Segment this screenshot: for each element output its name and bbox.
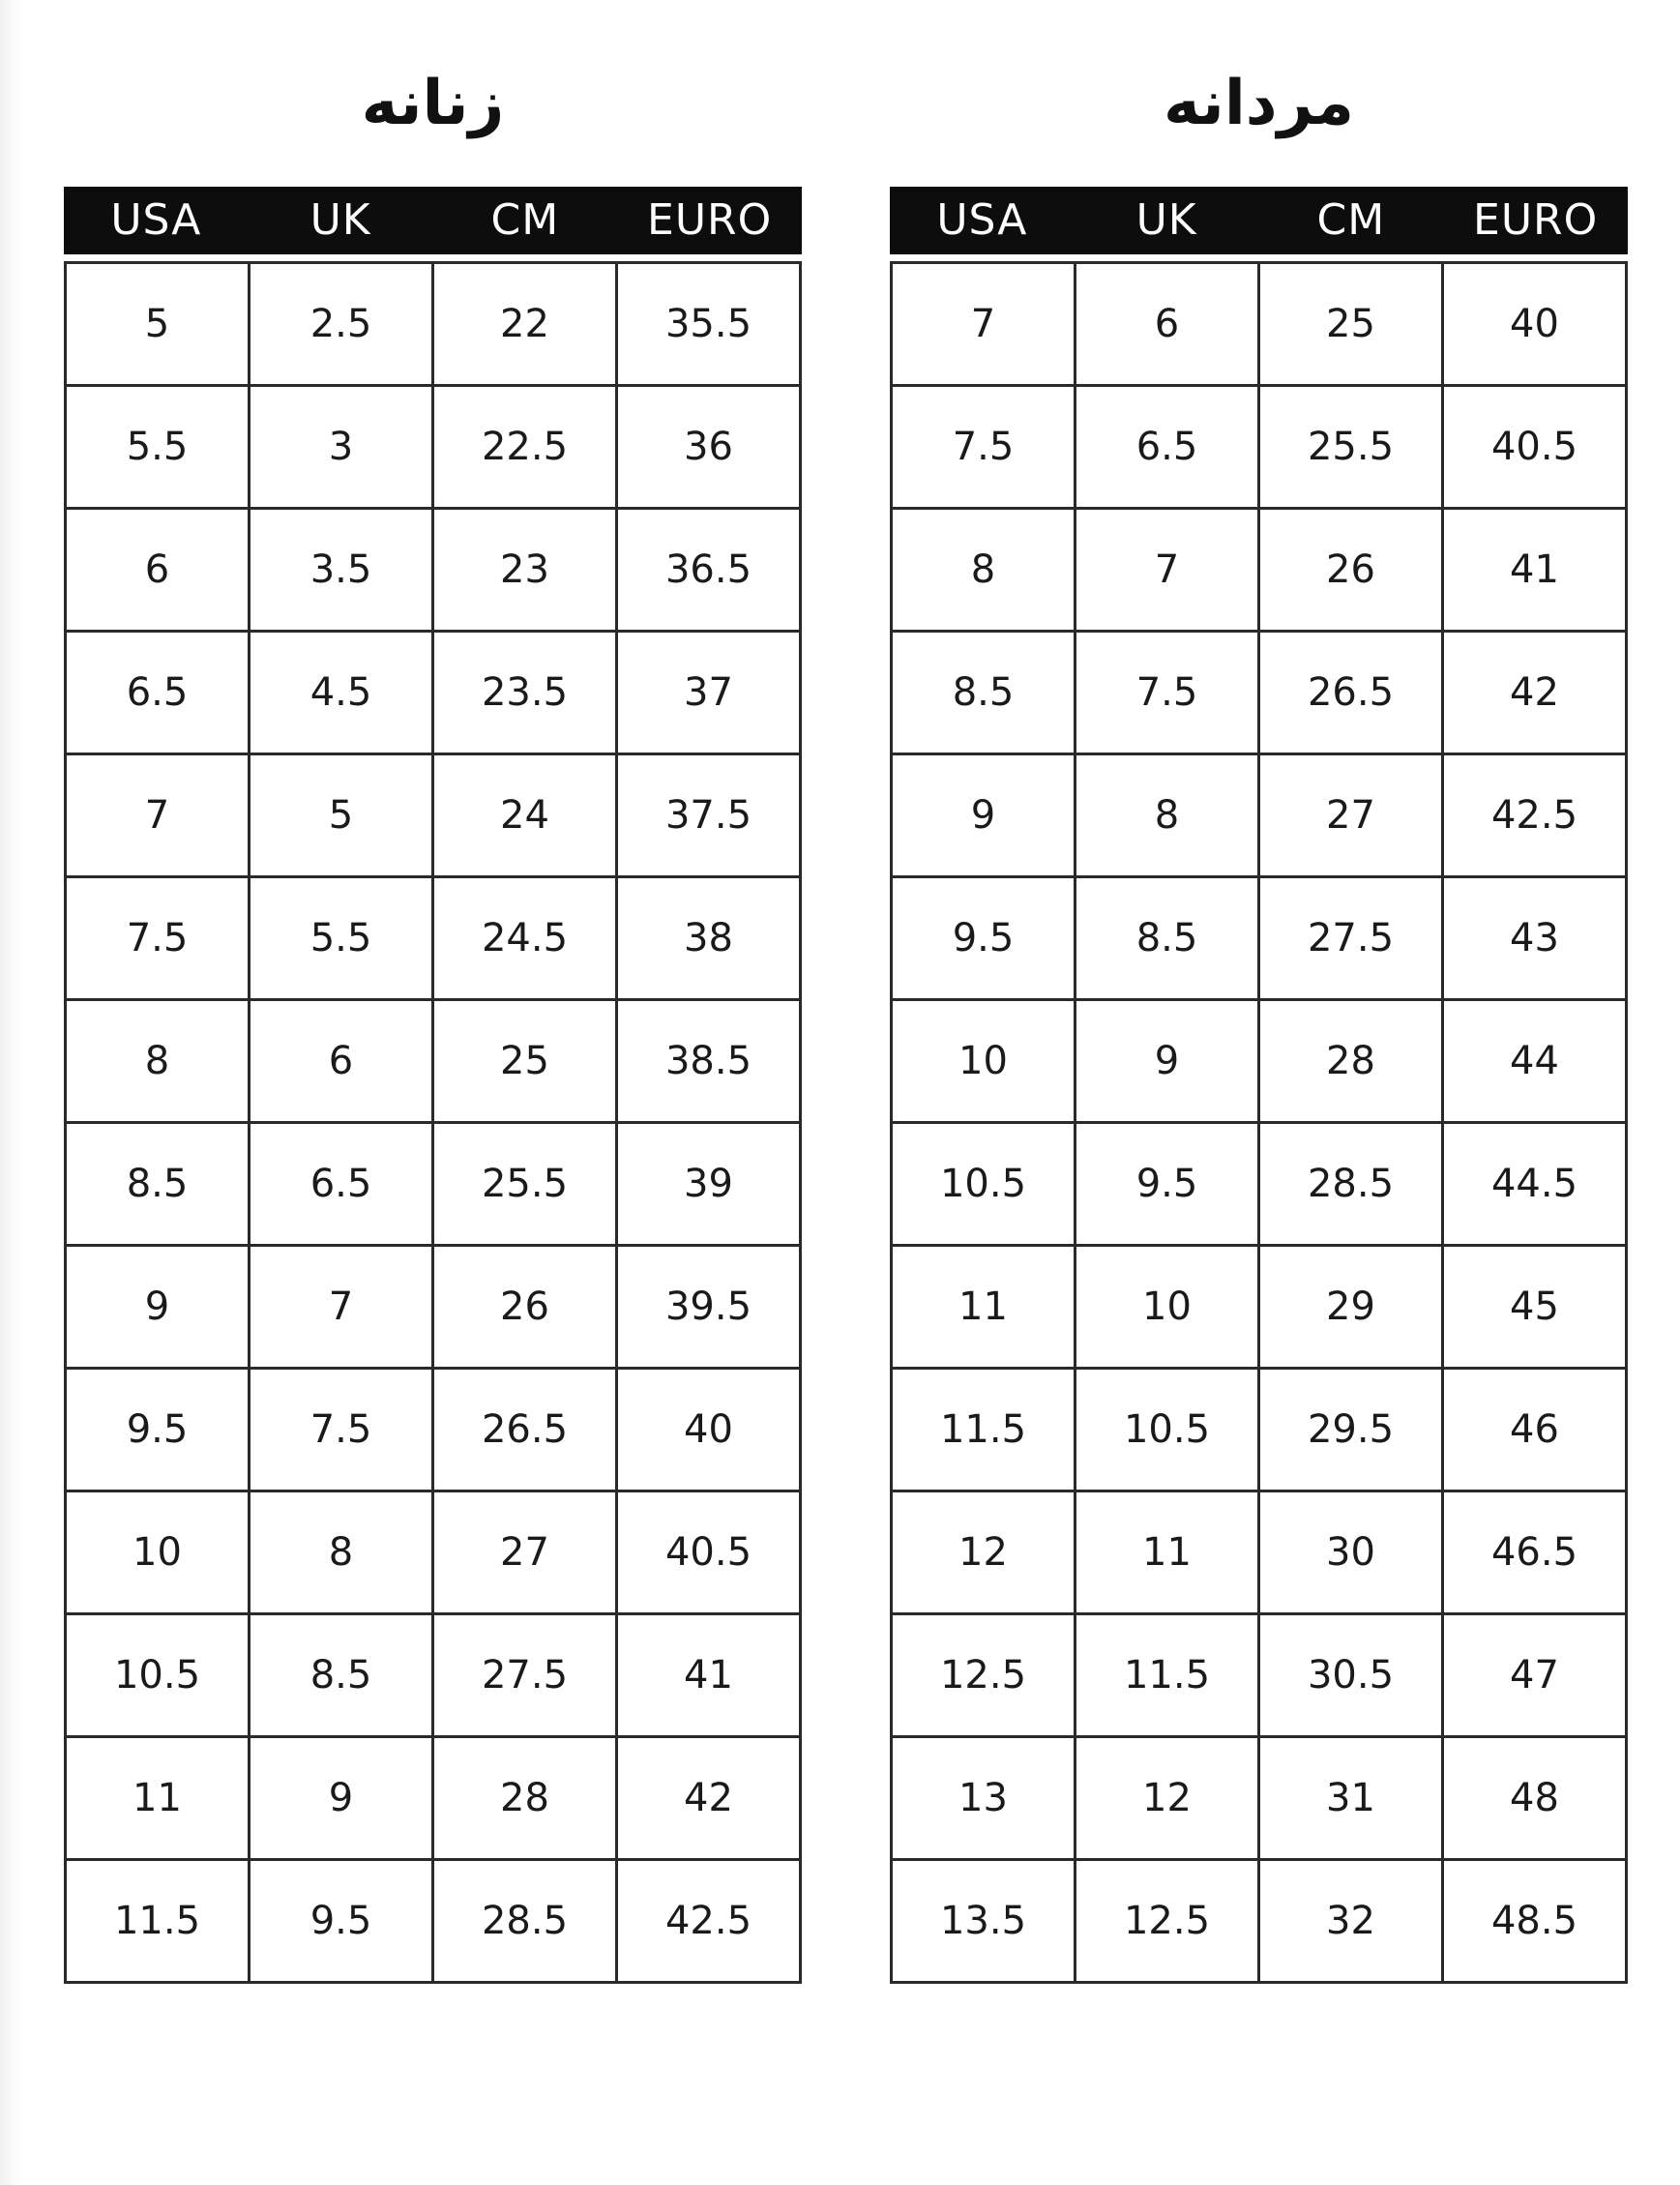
men-cell-cm: 29 <box>1259 1246 1443 1369</box>
men-cell-usa: 12.5 <box>892 1614 1076 1737</box>
women-cell-euro: 38.5 <box>617 1000 801 1123</box>
women-cell-usa: 9.5 <box>66 1369 250 1491</box>
women-size-row <box>66 754 801 877</box>
men-cell-uk: 7 <box>1076 509 1259 632</box>
women-cell-cm: 28.5 <box>433 1860 617 1983</box>
men-cell-usa: 8 <box>892 509 1076 632</box>
women-size-row <box>66 1491 801 1614</box>
women-size-row <box>66 1123 801 1246</box>
women-size-row <box>66 1246 801 1369</box>
women-cell-cm: 25.5 <box>433 1123 617 1246</box>
women-cell-euro: 37.5 <box>617 754 801 877</box>
men-size-row <box>892 1614 1627 1737</box>
men-cell-usa: 7.5 <box>892 386 1076 509</box>
women-cell-uk: 8 <box>250 1491 433 1614</box>
men-cell-usa: 10 <box>892 1000 1076 1123</box>
women-cell-cm: 27.5 <box>433 1614 617 1737</box>
women-size-table <box>64 261 802 1984</box>
women-header-usa: USA <box>110 195 202 245</box>
women-size-row <box>66 1860 801 1983</box>
men-cell-euro: 46.5 <box>1443 1491 1627 1614</box>
men-header-bar <box>890 187 1628 254</box>
men-cell-uk: 12.5 <box>1076 1860 1259 1983</box>
women-cell-cm: 26 <box>433 1246 617 1369</box>
men-cell-uk: 9 <box>1076 1000 1259 1123</box>
women-header-cm: CM <box>490 195 560 245</box>
men-size-row <box>892 632 1627 754</box>
women-cell-euro: 42 <box>617 1737 801 1860</box>
men-cell-euro: 41 <box>1443 509 1627 632</box>
men-cell-usa: 13 <box>892 1737 1076 1860</box>
men-cell-uk: 6 <box>1076 263 1259 386</box>
men-cell-usa: 9.5 <box>892 877 1076 1000</box>
men-size-row <box>892 1000 1627 1123</box>
men-cell-cm: 30.5 <box>1259 1614 1443 1737</box>
women-size-row <box>66 263 801 386</box>
men-size-row <box>892 386 1627 509</box>
women-header-bar <box>64 187 802 254</box>
men-cell-usa: 11.5 <box>892 1369 1076 1491</box>
men-cell-euro: 42.5 <box>1443 754 1627 877</box>
men-cell-cm: 26 <box>1259 509 1443 632</box>
men-cell-euro: 40 <box>1443 263 1627 386</box>
men-size-row <box>892 509 1627 632</box>
men-cell-euro: 48.5 <box>1443 1860 1627 1983</box>
men-cell-cm: 28 <box>1259 1000 1443 1123</box>
men-size-row <box>892 1123 1627 1246</box>
women-cell-usa: 9 <box>66 1246 250 1369</box>
men-size-row <box>892 263 1627 386</box>
page-edge-shade <box>0 0 21 2185</box>
men-cell-usa: 9 <box>892 754 1076 877</box>
women-cell-usa: 6.5 <box>66 632 250 754</box>
women-cell-euro: 40.5 <box>617 1491 801 1614</box>
women-cell-uk: 6 <box>250 1000 433 1123</box>
men-size-row <box>892 1860 1627 1983</box>
men-cell-euro: 46 <box>1443 1369 1627 1491</box>
men-cell-cm: 28.5 <box>1259 1123 1443 1246</box>
men-size-row <box>892 877 1627 1000</box>
women-cell-usa: 7.5 <box>66 877 250 1000</box>
men-cell-cm: 26.5 <box>1259 632 1443 754</box>
women-size-row <box>66 1000 801 1123</box>
men-cell-usa: 12 <box>892 1491 1076 1614</box>
women-cell-usa: 8 <box>66 1000 250 1123</box>
men-size-table <box>890 261 1628 1984</box>
men-cell-uk: 11 <box>1076 1491 1259 1614</box>
men-header-usa: USA <box>936 195 1028 245</box>
women-cell-usa: 5.5 <box>66 386 250 509</box>
women-size-row <box>66 1737 801 1860</box>
men-cell-cm: 25.5 <box>1259 386 1443 509</box>
men-size-row <box>892 1491 1627 1614</box>
women-header-euro: EURO <box>647 195 773 245</box>
men-header-uk: UK <box>1135 195 1197 245</box>
women-cell-uk: 5.5 <box>250 877 433 1000</box>
women-cell-euro: 41 <box>617 1614 801 1737</box>
women-cell-uk: 8.5 <box>250 1614 433 1737</box>
women-cell-uk: 7.5 <box>250 1369 433 1491</box>
men-cell-cm: 30 <box>1259 1491 1443 1614</box>
men-size-row <box>892 1737 1627 1860</box>
women-cell-cm: 22.5 <box>433 386 617 509</box>
women-size-row <box>66 1614 801 1737</box>
women-cell-cm: 24 <box>433 754 617 877</box>
men-cell-euro: 44 <box>1443 1000 1627 1123</box>
women-cell-uk: 5 <box>250 754 433 877</box>
men-cell-uk: 12 <box>1076 1737 1259 1860</box>
men-cell-uk: 6.5 <box>1076 386 1259 509</box>
women-size-row <box>66 386 801 509</box>
men-cell-euro: 40.5 <box>1443 386 1627 509</box>
men-cell-usa: 11 <box>892 1246 1076 1369</box>
women-cell-euro: 36 <box>617 386 801 509</box>
women-cell-cm: 27 <box>433 1491 617 1614</box>
women-size-row <box>66 1369 801 1491</box>
women-cell-cm: 26.5 <box>433 1369 617 1491</box>
men-cell-cm: 31 <box>1259 1737 1443 1860</box>
men-cell-euro: 47 <box>1443 1614 1627 1737</box>
women-cell-usa: 10.5 <box>66 1614 250 1737</box>
women-cell-usa: 5 <box>66 263 250 386</box>
women-cell-euro: 36.5 <box>617 509 801 632</box>
women-cell-cm: 24.5 <box>433 877 617 1000</box>
women-cell-uk: 2.5 <box>250 263 433 386</box>
men-header-euro: EURO <box>1473 195 1599 245</box>
women-cell-usa: 6 <box>66 509 250 632</box>
men-cell-uk: 9.5 <box>1076 1123 1259 1246</box>
women-cell-euro: 39 <box>617 1123 801 1246</box>
women-cell-cm: 28 <box>433 1737 617 1860</box>
men-cell-usa: 10.5 <box>892 1123 1076 1246</box>
women-cell-euro: 42.5 <box>617 1860 801 1983</box>
women-cell-uk: 7 <box>250 1246 433 1369</box>
women-header-uk: UK <box>309 195 371 245</box>
women-cell-euro: 37 <box>617 632 801 754</box>
women-cell-usa: 11 <box>66 1737 250 1860</box>
women-cell-euro: 39.5 <box>617 1246 801 1369</box>
men-cell-cm: 27 <box>1259 754 1443 877</box>
men-cell-cm: 25 <box>1259 263 1443 386</box>
women-cell-usa: 11.5 <box>66 1860 250 1983</box>
women-cell-uk: 9.5 <box>250 1860 433 1983</box>
women-chart-title: زنانه <box>361 68 505 139</box>
women-cell-uk: 3.5 <box>250 509 433 632</box>
men-cell-uk: 10.5 <box>1076 1369 1259 1491</box>
men-cell-uk: 8 <box>1076 754 1259 877</box>
women-cell-uk: 6.5 <box>250 1123 433 1246</box>
women-cell-uk: 3 <box>250 386 433 509</box>
men-cell-euro: 44.5 <box>1443 1123 1627 1246</box>
men-cell-euro: 43 <box>1443 877 1627 1000</box>
men-size-row <box>892 1246 1627 1369</box>
women-cell-uk: 4.5 <box>250 632 433 754</box>
women-size-row <box>66 509 801 632</box>
women-size-row <box>66 632 801 754</box>
women-cell-cm: 25 <box>433 1000 617 1123</box>
men-cell-uk: 7.5 <box>1076 632 1259 754</box>
men-cell-cm: 29.5 <box>1259 1369 1443 1491</box>
women-size-row <box>66 877 801 1000</box>
men-cell-uk: 11.5 <box>1076 1614 1259 1737</box>
men-cell-uk: 8.5 <box>1076 877 1259 1000</box>
men-cell-usa: 8.5 <box>892 632 1076 754</box>
women-cell-cm: 23.5 <box>433 632 617 754</box>
women-cell-usa: 7 <box>66 754 250 877</box>
men-size-row <box>892 754 1627 877</box>
men-cell-cm: 27.5 <box>1259 877 1443 1000</box>
women-cell-usa: 10 <box>66 1491 250 1614</box>
women-cell-cm: 23 <box>433 509 617 632</box>
men-size-row <box>892 1369 1627 1491</box>
women-cell-euro: 35.5 <box>617 263 801 386</box>
men-cell-usa: 7 <box>892 263 1076 386</box>
men-cell-euro: 48 <box>1443 1737 1627 1860</box>
men-cell-usa: 13.5 <box>892 1860 1076 1983</box>
men-cell-cm: 32 <box>1259 1860 1443 1983</box>
men-cell-euro: 45 <box>1443 1246 1627 1369</box>
women-cell-euro: 40 <box>617 1369 801 1491</box>
women-cell-euro: 38 <box>617 877 801 1000</box>
women-cell-cm: 22 <box>433 263 617 386</box>
men-cell-uk: 10 <box>1076 1246 1259 1369</box>
men-chart-title: مردانه <box>1163 68 1355 139</box>
men-header-cm: CM <box>1316 195 1386 245</box>
women-cell-usa: 8.5 <box>66 1123 250 1246</box>
women-cell-uk: 9 <box>250 1737 433 1860</box>
men-cell-euro: 42 <box>1443 632 1627 754</box>
